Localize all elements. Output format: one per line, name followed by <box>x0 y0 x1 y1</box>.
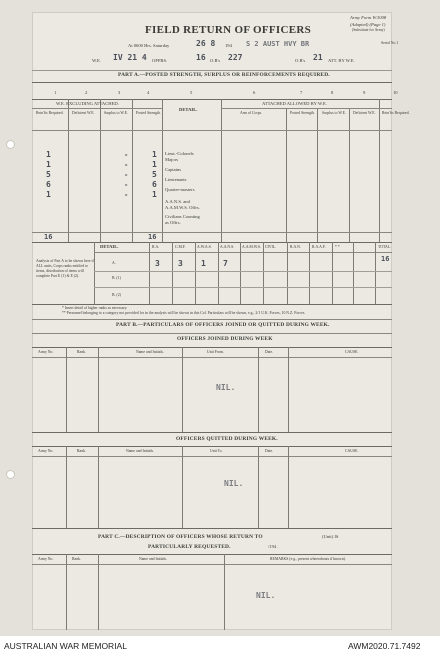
surplus-value: - <box>124 171 129 179</box>
surplus-value: - <box>124 161 129 169</box>
form-subtitle: (Substitute for Army) <box>352 28 385 32</box>
we-label: W.E. <box>92 58 102 63</box>
authorised-value: 5 <box>46 170 51 179</box>
part-c-subheading: PARTICULARLY REQUESTED. <box>148 544 231 550</box>
part-b-heading: PART B.—PARTICULARS OF OFFICERS JOINED OR QUITTED DURING WEEK. <box>116 322 330 328</box>
col-heading: Rein'fts Required. <box>382 111 410 115</box>
hours-label: At 0600 Hrs. Saturday <box>128 43 170 48</box>
authorised-value: 1 <box>46 150 51 159</box>
footnote: ** Personnel belonging to a category not provided for in the analysis will be shown in this Col. Particulars will be shown, e.g., 2/1 U.K. Forces, 10 N.Z. Forces. <box>62 311 306 315</box>
col-number: 5 <box>190 90 193 95</box>
col-number: 6 <box>253 90 256 95</box>
date-filled: 26 8 <box>196 39 216 48</box>
posted-value: 6 <box>152 180 157 189</box>
catalogue-number: AWM2020.71.7492 <box>348 641 421 651</box>
col-heading: Posted Strength. <box>136 111 161 115</box>
col-heading: Army No. <box>38 449 54 453</box>
joined-heading: OFFICERS JOINED DURING WEEK <box>177 336 273 342</box>
offrs-label: OFFRS. <box>152 58 168 63</box>
analysis-col: * * <box>335 245 340 249</box>
col-heading: Name and Initials. <box>126 449 154 453</box>
col-heading: REMARKS (e.g., present whereabouts if known). <box>270 557 346 561</box>
analysis-value: 3 <box>178 259 183 268</box>
col-heading: Deficient W.E. <box>72 111 95 115</box>
posted-value: 1 <box>152 160 157 169</box>
we-value: IV 21 4 <box>113 53 147 62</box>
col-heading: Unit From. <box>207 350 224 354</box>
col-number: 3 <box>118 90 121 95</box>
analysis-col: R.A.N. <box>290 245 301 249</box>
analysis-col: C.M.F. <box>175 245 186 249</box>
analysis-note: Analysis of Part A to be shown here if ALL units, Corps ranks entitled to items, distribution of items will complete Part E (1) & E (2). <box>36 259 94 279</box>
total-posted: 16 <box>148 233 157 241</box>
analysis-col: R.A.A.F. <box>312 245 326 249</box>
field-return-form <box>32 12 410 630</box>
nil-stamp: NIL. <box>256 591 276 600</box>
analysis-row: B. (1) <box>112 276 121 280</box>
caption-bar <box>0 636 440 653</box>
col-heading: Name and Initials. <box>139 557 167 561</box>
detail-label: DETAIL. <box>179 107 198 112</box>
analysis-detail: DETAIL. <box>100 244 119 249</box>
posted-value: 5 <box>152 170 157 179</box>
col-number: 8 <box>331 90 334 95</box>
col-heading: Name and Initials. <box>136 350 164 354</box>
analysis-col: R.A. <box>152 245 160 249</box>
or-label: O.R's <box>210 58 221 63</box>
we-excluding-label: W.E. EXCLUDING ATTACHED. <box>56 101 119 106</box>
part-a-heading: PART A.—POSTED STRENGTH, SURPLUS OR REINFORCEMENTS REQUIRED. <box>118 72 330 78</box>
analysis-total: 16 <box>381 255 390 263</box>
col-number: 9 <box>363 90 366 95</box>
part-c-heading: PART C.—DESCRIPTION OF OFFICERS WHOSE RETURN TO <box>98 534 263 540</box>
analysis-value: 7 <box>223 259 228 268</box>
col-number: 7 <box>300 90 303 95</box>
attached-allowed-label: ATTACHED ALLOWED BY W.E. <box>262 101 327 106</box>
surplus-value: - <box>124 151 129 159</box>
surplus-value: - <box>124 191 129 199</box>
col-heading: Rank. <box>77 449 86 453</box>
col-heading: CAUSE. <box>345 350 359 354</box>
analysis-row: A. <box>112 261 116 265</box>
year-label: 194 <box>225 43 232 48</box>
analysis-col: A.W.A.S. <box>197 245 212 249</box>
rank-label: Lieutenants <box>165 177 187 182</box>
col-heading: Date. <box>265 449 274 453</box>
rank-label: A.A.N.S. and <box>165 199 190 204</box>
col-heading: Rein'fts Required. <box>36 111 64 115</box>
authorised-value: 1 <box>46 190 51 199</box>
part-c-year: /194 . <box>268 544 279 549</box>
col-heading: CAUSE. <box>345 449 359 453</box>
col-number: 4 <box>147 90 150 95</box>
col-number: 1 <box>54 90 57 95</box>
col-heading: Rank. <box>77 350 86 354</box>
analysis-row: B. (2) <box>112 293 121 297</box>
quitted-heading: OFFICERS QUITTED DURING WEEK. <box>176 436 278 442</box>
posted-value: 1 <box>152 150 157 159</box>
rank-label: as Offrs. <box>165 220 181 225</box>
col-heading: Deficient W.E. <box>353 111 376 115</box>
col-heading: Surplus to W.E. <box>104 111 128 115</box>
rank-label: Civilians Counting <box>165 214 200 219</box>
rank-label: Captains <box>165 167 182 172</box>
authorised-value: 6 <box>46 180 51 189</box>
posted-value: 1 <box>152 190 157 199</box>
rank-label: Lieut.-Colonels <box>165 151 194 156</box>
surplus-value: - <box>124 181 129 189</box>
col-number: 2 <box>85 90 88 95</box>
col-heading: Surplus to W.E. <box>322 111 346 115</box>
analysis-value: 1 <box>201 259 206 268</box>
form-adapted: (Adapted) (Page 1) <box>350 22 386 27</box>
unit-stamp: S 2 AUST HVY BR <box>246 40 310 48</box>
or-value: 227 <box>228 53 243 62</box>
nil-stamp: NIL. <box>224 479 244 488</box>
col-heading: Date. <box>265 350 274 354</box>
punch-hole <box>6 470 15 479</box>
form-title: FIELD RETURN OF OFFICERS <box>145 24 312 36</box>
analysis-col: TOTAL. <box>378 245 392 249</box>
col-heading: Arm of Corps. <box>240 111 263 115</box>
rank-label: Quarter-masters <box>165 187 195 192</box>
rank-label: Majors <box>165 157 179 162</box>
punch-hole <box>6 140 15 149</box>
archive-credit: AUSTRALIAN WAR MEMORIAL <box>4 641 127 651</box>
offrs-value: 16 <box>196 53 206 62</box>
analysis-value: 3 <box>155 259 160 268</box>
nil-stamp: NIL. <box>216 383 236 392</box>
analysis-col: A.A.N.S. <box>220 245 235 249</box>
rank-label: A.A.M.W.S. Offrs. <box>165 205 200 210</box>
or-value-2: 21 <box>313 53 323 62</box>
col-heading: Army No. <box>38 350 54 354</box>
att-label: ATT. BY W.E. <box>328 58 355 63</box>
analysis-col: CIVIL. <box>265 245 277 249</box>
serial-number: Serial No.1 <box>381 41 399 45</box>
col-heading: Army No. <box>38 557 54 561</box>
total-authorised: 16 <box>44 233 53 241</box>
col-heading: Posted Strength. <box>290 111 315 115</box>
authorised-value: 1 <box>46 160 51 169</box>
form-number: Army Form W.3008 <box>350 15 387 20</box>
col-heading: Unit To. <box>210 449 223 453</box>
unit-label: (Unit) IS <box>322 534 339 539</box>
col-number: 10 <box>393 90 398 95</box>
col-heading: Rank. <box>72 557 81 561</box>
footnote: * Insert detail of higher ranks as necessary. <box>62 306 128 310</box>
or-label-2: O.R's <box>295 58 306 63</box>
analysis-col: A.A.M.W.S. <box>242 245 261 249</box>
